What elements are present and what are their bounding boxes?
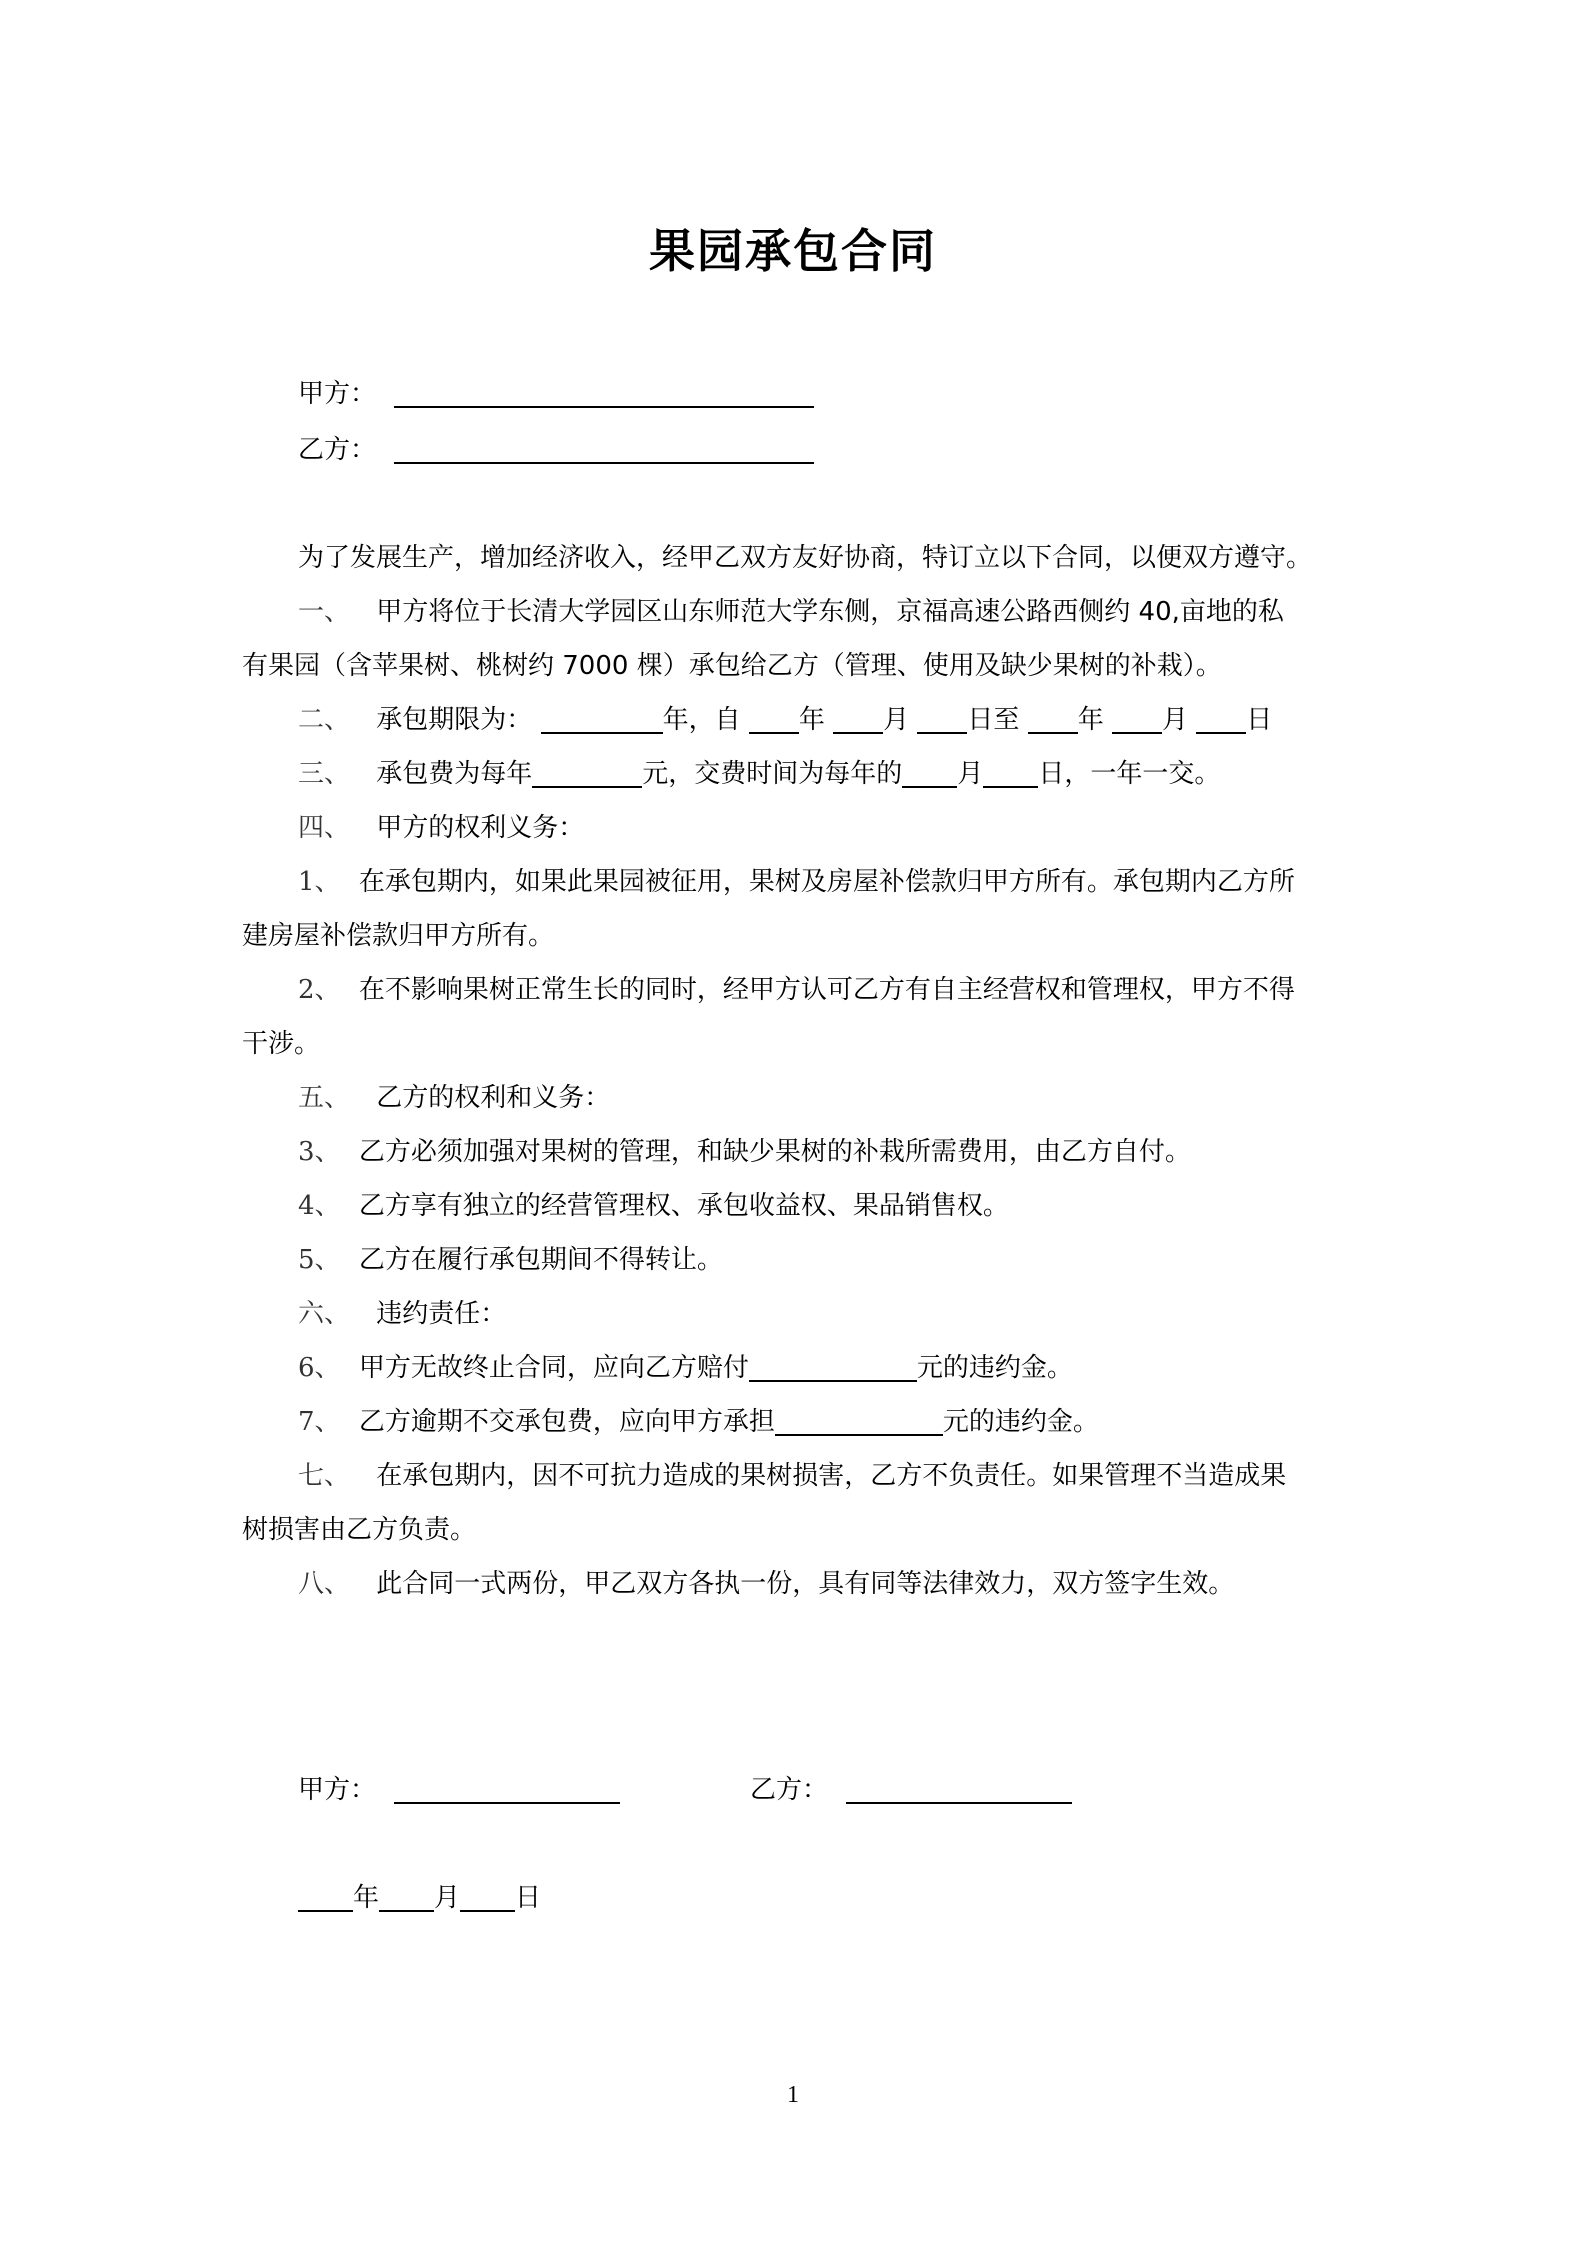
item-1-line-1 — [298, 864, 1295, 900]
start-day-unit: 日至 — [967, 705, 1020, 735]
payment-month-field[interactable] — [902, 758, 957, 788]
clause-5-heading — [298, 1080, 610, 1116]
clause-7-text: 在承包期内，因不可抗力造成的果树损害，乙方不负责任。如果管理不当造成果 — [376, 1461, 1287, 1491]
annual-fee-unit: 元，交费时间为每年的 — [642, 759, 903, 789]
clause-4-title: 甲方的权利义务： — [376, 813, 585, 843]
sign-day-field[interactable] — [460, 1882, 515, 1912]
item-5 — [298, 1242, 723, 1278]
item-3-text: 乙方必须加强对果树的管理，和缺少果树的补栽所需费用，由乙方自付。 — [358, 1137, 1191, 1167]
item-6-number: 6、 — [298, 1353, 341, 1383]
clause-8-text: 此合同一式两份，甲乙双方各执一份，具有同等法律效力，双方签字生效。 — [376, 1569, 1235, 1599]
clause-3-label: 承包费为每年 — [376, 759, 533, 789]
clause-4-number: 四、 — [298, 813, 351, 843]
item-7-number: 7、 — [298, 1407, 341, 1437]
clause-1-line-2: 有果园（含苹果树、桃树约 7000 棵）承包给乙方（管理、使用及缺少果树的补栽）。 — [242, 651, 1222, 681]
item-2-number: 2、 — [298, 975, 341, 1005]
payment-day-unit: 日，一年一交。 — [1038, 759, 1221, 789]
item-2-text: 在不影响果树正常生长的同时，经甲方认可乙方有自主经营权和管理权，甲方不得 — [358, 975, 1295, 1005]
sign-month-unit: 月 — [434, 1883, 461, 1913]
item-1-line-2: 建房屋补偿款归甲方所有。 — [242, 921, 555, 951]
signature-party-b — [750, 1772, 1072, 1808]
party-b-name-field[interactable] — [394, 434, 814, 464]
clause-5-title: 乙方的权利和义务： — [376, 1083, 611, 1113]
clause-6-heading — [298, 1296, 506, 1332]
sign-month-field[interactable] — [379, 1882, 434, 1912]
clause-2-label: 承包期限为： — [376, 705, 533, 735]
signature-party-a — [298, 1772, 620, 1808]
clause-7-line-1 — [298, 1458, 1286, 1494]
party-b-penalty-field[interactable] — [775, 1406, 943, 1436]
end-year-field[interactable] — [1028, 704, 1078, 734]
party-a-penalty-field[interactable] — [749, 1352, 917, 1382]
sign-year-unit: 年 — [353, 1883, 380, 1913]
party-b-label: 乙方： — [298, 435, 377, 465]
signature-party-a-field[interactable] — [394, 1774, 620, 1804]
signature-party-b-label: 乙方： — [750, 1775, 829, 1805]
intro-paragraph: 为了发展生产，增加经济收入，经甲乙双方友好协商，特订立以下合同，以便双方遵守。 — [298, 543, 1313, 573]
clause-1-text: 甲方将位于长清大学园区山东师范大学东侧，京福高速公路西侧约 40,亩地的私 — [376, 597, 1284, 627]
start-day-field[interactable] — [917, 704, 967, 734]
annual-fee-field[interactable] — [532, 758, 642, 788]
term-years-field[interactable] — [541, 704, 663, 734]
start-month-unit: 月 — [883, 705, 910, 735]
item-2-line-1 — [298, 972, 1295, 1008]
end-month-unit: 月 — [1161, 705, 1188, 735]
clause-1-number: 一、 — [298, 597, 351, 627]
clause-2-number: 二、 — [298, 705, 351, 735]
clause-3-number: 三、 — [298, 759, 351, 789]
item-4 — [298, 1188, 1009, 1224]
item-6 — [298, 1350, 1073, 1386]
page-number: 1 — [787, 2082, 799, 2108]
item-7-text: 乙方逾期不交承包费，应向甲方承担 — [358, 1407, 775, 1437]
sign-year-field[interactable] — [298, 1882, 353, 1912]
item-1-text: 在承包期内，如果此果园被征用，果树及房屋补偿款归甲方所有。承包期内乙方所 — [358, 867, 1295, 897]
item-4-text: 乙方享有独立的经营管理权、承包收益权、果品销售权。 — [358, 1191, 1009, 1221]
clause-8-number: 八、 — [298, 1569, 351, 1599]
end-day-field[interactable] — [1196, 704, 1246, 734]
item-3 — [298, 1134, 1191, 1170]
party-a-label: 甲方： — [298, 379, 377, 409]
clause-7-line-2: 树损害由乙方负责。 — [242, 1515, 477, 1545]
item-2-line-2: 干涉。 — [242, 1029, 321, 1059]
clause-4-heading — [298, 810, 584, 846]
start-year-unit: 年 — [798, 705, 825, 735]
end-day-unit: 日 — [1246, 705, 1273, 735]
item-6-text: 甲方无故终止合同，应向乙方赔付 — [358, 1353, 749, 1383]
payment-month-unit: 月 — [957, 759, 984, 789]
item-7-tail: 元的违约金。 — [942, 1407, 1099, 1437]
item-7 — [298, 1404, 1099, 1440]
clause-1-line-1 — [298, 594, 1284, 630]
document-title: 果园承包合同 — [649, 224, 937, 278]
end-month-field[interactable] — [1112, 704, 1162, 734]
item-3-number: 3、 — [298, 1137, 341, 1167]
signature-date — [298, 1880, 541, 1916]
sign-day-unit: 日 — [515, 1883, 542, 1913]
item-1-number: 1、 — [298, 867, 341, 897]
clause-8 — [298, 1566, 1234, 1602]
start-year-field[interactable] — [749, 704, 799, 734]
end-year-unit: 年 — [1077, 705, 1104, 735]
clause-6-number: 六、 — [298, 1299, 351, 1329]
item-5-number: 5、 — [298, 1245, 341, 1275]
signature-party-a-label: 甲方： — [298, 1775, 377, 1805]
item-4-number: 4、 — [298, 1191, 341, 1221]
clause-7-number: 七、 — [298, 1461, 351, 1491]
payment-day-field[interactable] — [983, 758, 1038, 788]
term-years-unit: 年，自 — [662, 705, 741, 735]
item-5-text: 乙方在履行承包期间不得转让。 — [358, 1245, 723, 1275]
item-6-tail: 元的违约金。 — [916, 1353, 1073, 1383]
party-a-name-field[interactable] — [394, 378, 814, 408]
signature-party-b-field[interactable] — [846, 1774, 1072, 1804]
clause-3 — [298, 756, 1220, 792]
start-month-field[interactable] — [833, 704, 883, 734]
party-b-header — [298, 432, 814, 468]
clause-6-title: 违约责任： — [376, 1299, 507, 1329]
clause-2 — [298, 702, 1272, 738]
party-a-header — [298, 376, 814, 412]
clause-5-number: 五、 — [298, 1083, 351, 1113]
